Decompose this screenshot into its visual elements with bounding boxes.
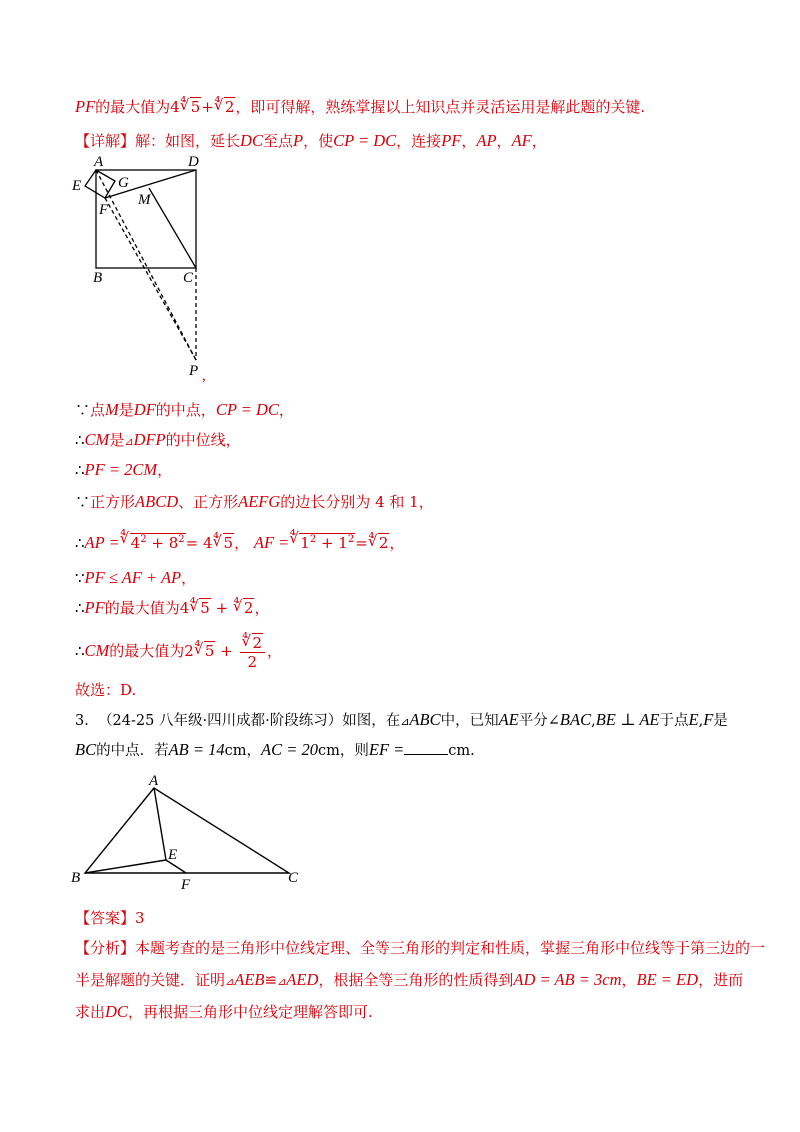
sqrt <box>120 530 186 553</box>
text: = 4 <box>185 534 213 552</box>
question-3-line-1 <box>75 710 728 732</box>
text: ，根据全等三角形的性质得到 <box>318 971 514 989</box>
text: 4 <box>130 534 141 552</box>
text: ， <box>496 132 512 150</box>
text: AB = 14 <box>168 740 225 759</box>
therefore-symbol: ∴ <box>75 599 85 617</box>
text: AF = <box>253 533 290 552</box>
sqrt <box>189 598 211 618</box>
therefore-symbol: ∴ <box>75 461 85 479</box>
exponent: 2 <box>178 534 185 545</box>
text: PF <box>441 131 462 150</box>
text: CM <box>84 430 110 449</box>
step-6 <box>75 568 196 588</box>
answer-blank[interactable] <box>404 740 448 755</box>
text: 是 <box>109 431 125 449</box>
denominator: 2 <box>247 652 258 671</box>
text: 的边长分别为 4 和 1， <box>280 493 434 511</box>
text: 、正方形 <box>178 493 239 511</box>
sqrt <box>368 533 390 553</box>
fraction <box>240 634 266 671</box>
text: ABCD <box>135 492 179 511</box>
text: ， <box>461 132 477 150</box>
text: ， <box>157 461 173 479</box>
analysis-tag: 【分析】 <box>75 939 136 957</box>
sqrt <box>214 97 236 117</box>
label-f: F <box>181 877 191 892</box>
step-4 <box>75 492 434 512</box>
text: DF <box>133 400 156 419</box>
radicand: 2 <box>378 534 389 552</box>
because-symbol: ∵ <box>75 569 85 587</box>
sqrt <box>180 97 202 117</box>
text: E <box>688 710 699 729</box>
text: AP <box>476 131 497 150</box>
text: ，即可得解，熟练掌握以上知识点并灵活运用是解此题的关键. <box>235 98 646 116</box>
text: AE <box>498 710 519 729</box>
text: + <box>201 98 214 116</box>
text: 本题考查的是三角形中位线定理、全等三角形的判定和性质，掌握三角形中位线等于第三边的一 <box>135 939 766 957</box>
step-5 <box>75 530 404 553</box>
label-a: A <box>149 773 159 789</box>
label-b: B <box>71 870 81 886</box>
label-e: E <box>72 178 82 194</box>
text: EF = <box>368 740 405 759</box>
text: DC <box>105 1002 128 1021</box>
segment-ae <box>154 788 166 860</box>
angle-symbol: ∠ <box>547 713 560 729</box>
radicand: 2 <box>252 633 263 652</box>
text: CP = DC <box>215 400 279 419</box>
text: + 1 <box>316 534 348 552</box>
step-7 <box>75 598 269 618</box>
text: 解：如图，延长 <box>135 132 241 150</box>
therefore-symbol: ∴ <box>75 534 85 552</box>
text: F <box>703 710 714 729</box>
text: PF ≤ AF + AP <box>84 568 182 587</box>
text: AP = <box>84 533 120 552</box>
text: BAC <box>559 710 592 729</box>
question-number: 3. <box>75 713 89 729</box>
triangle-abc <box>85 788 289 873</box>
question-3-line-2 <box>75 740 475 761</box>
congruent-symbol: ≌ <box>264 971 278 989</box>
text: + <box>215 642 238 660</box>
text: cm， <box>224 743 262 759</box>
text: ， <box>531 132 547 150</box>
square-abcd <box>96 170 196 268</box>
because-symbol: ∵ <box>75 493 91 511</box>
text: 的最大值为4 <box>104 599 190 617</box>
text: 中，已知 <box>440 713 499 729</box>
top-line <box>75 97 645 117</box>
text: ， <box>278 401 294 419</box>
text: 平分 <box>518 713 548 729</box>
step-1 <box>75 400 294 420</box>
sqrt <box>194 632 216 670</box>
text: 是 <box>118 401 134 419</box>
text: , <box>698 713 704 729</box>
text: ， <box>621 971 637 989</box>
label-p: P <box>189 363 199 379</box>
text: AED <box>286 970 319 989</box>
triangle-symbol: ⊿ <box>124 435 134 448</box>
triangle-symbol: ⊿ <box>277 975 287 988</box>
text: BE = ED <box>636 970 699 989</box>
text: 是 <box>713 713 728 729</box>
text: + 8 <box>146 534 179 552</box>
text: cm. <box>448 743 475 759</box>
label-b: B <box>93 270 103 286</box>
text: 求出 <box>75 1003 106 1021</box>
text: 的中点．若 <box>96 743 169 759</box>
text: 1 <box>300 534 310 552</box>
therefore-symbol: ∴ <box>75 431 85 449</box>
text: 点 <box>90 401 106 419</box>
exponent: 2 <box>309 534 317 545</box>
detail-tag: 【详解】 <box>75 132 136 150</box>
exponent: 2 <box>140 534 147 545</box>
analysis-line-1 <box>75 938 765 958</box>
figure-triangle-diagram <box>65 772 315 892</box>
text: = <box>355 534 368 552</box>
text: ， <box>181 569 197 587</box>
label-c: C <box>183 270 194 286</box>
text: CM <box>84 641 110 660</box>
text: cm，则 <box>317 743 369 759</box>
answer-tag-line <box>75 908 145 928</box>
text: （24-25 八年级·四川成都·阶段练习）如图，在 <box>98 713 401 729</box>
text: AF <box>511 131 532 150</box>
text: 的中位线， <box>165 431 241 449</box>
label-e: E <box>168 847 178 863</box>
text: ABC <box>409 710 441 729</box>
text: DC <box>240 131 263 150</box>
label-c: C <box>288 870 299 886</box>
text: M <box>105 400 119 419</box>
figure-square-diagram <box>65 150 225 390</box>
text: PF <box>84 598 105 617</box>
text: ， <box>234 534 250 552</box>
text: AEFG <box>238 492 281 511</box>
answer-value: 3 <box>135 909 145 927</box>
step-3 <box>75 460 172 480</box>
radicand: 2 <box>243 599 254 617</box>
text: P <box>292 131 304 150</box>
detail-line <box>75 131 547 151</box>
triangle-symbol: ⊿ <box>400 715 410 728</box>
text: ，再根据三角形中位线定理解答即可. <box>127 1003 373 1021</box>
radicand: 2 <box>224 98 235 116</box>
text: AC = 20 <box>261 740 318 759</box>
text: ，使 <box>303 132 334 150</box>
label-f: F <box>99 202 109 218</box>
text: PF = 2CM <box>84 460 158 479</box>
text: 的最大值为2 <box>109 642 194 660</box>
sqrt <box>213 533 235 553</box>
answer-tag: 【答案】 <box>75 909 136 927</box>
text: CP = DC <box>333 131 397 150</box>
text: BE ⊥ AE <box>595 710 660 729</box>
text: AEB <box>234 970 265 989</box>
text: ， <box>389 534 405 552</box>
radicand: 5 <box>190 98 201 116</box>
analysis-line-3 <box>75 1002 373 1022</box>
step-2 <box>75 430 241 452</box>
therefore-symbol: ∴ <box>75 642 85 660</box>
text: + <box>210 599 233 617</box>
triangle-symbol: ⊿ <box>225 975 235 988</box>
text: 于点 <box>659 713 689 729</box>
text: BC <box>75 740 97 759</box>
text: 正方形 <box>90 493 136 511</box>
step-8 <box>75 632 282 671</box>
label-comma: , <box>202 368 206 384</box>
analysis-line-2 <box>75 970 743 992</box>
label-a: A <box>94 154 104 170</box>
segment-be <box>85 860 166 873</box>
text: 的中点， <box>155 401 216 419</box>
text: DFP <box>133 430 166 449</box>
exponent: 2 <box>347 534 355 545</box>
text: 半是解题的关键．证明 <box>75 971 226 989</box>
text: ，进而 <box>698 971 744 989</box>
sqrt <box>289 530 355 553</box>
because-symbol: ∵ <box>75 401 91 419</box>
text: ， <box>267 642 283 660</box>
answer-line: 故选：D. <box>75 681 137 699</box>
label-m: M <box>138 192 151 208</box>
text: , <box>591 713 596 729</box>
radicand: 5 <box>223 534 234 552</box>
label-g: G <box>118 175 129 191</box>
text: AD = AB = 3cm <box>513 970 622 989</box>
radicand: 5 <box>204 642 215 660</box>
text: PF <box>75 97 96 116</box>
radicand: 5 <box>200 599 210 617</box>
segment-mc <box>149 188 196 268</box>
text: ， <box>254 599 270 617</box>
label-d: D <box>188 154 199 170</box>
text: ，连接 <box>396 132 442 150</box>
square-aefg <box>85 170 115 198</box>
text: 至点 <box>262 132 293 150</box>
text: 的最大值为4 <box>95 98 180 116</box>
sqrt <box>233 598 255 618</box>
